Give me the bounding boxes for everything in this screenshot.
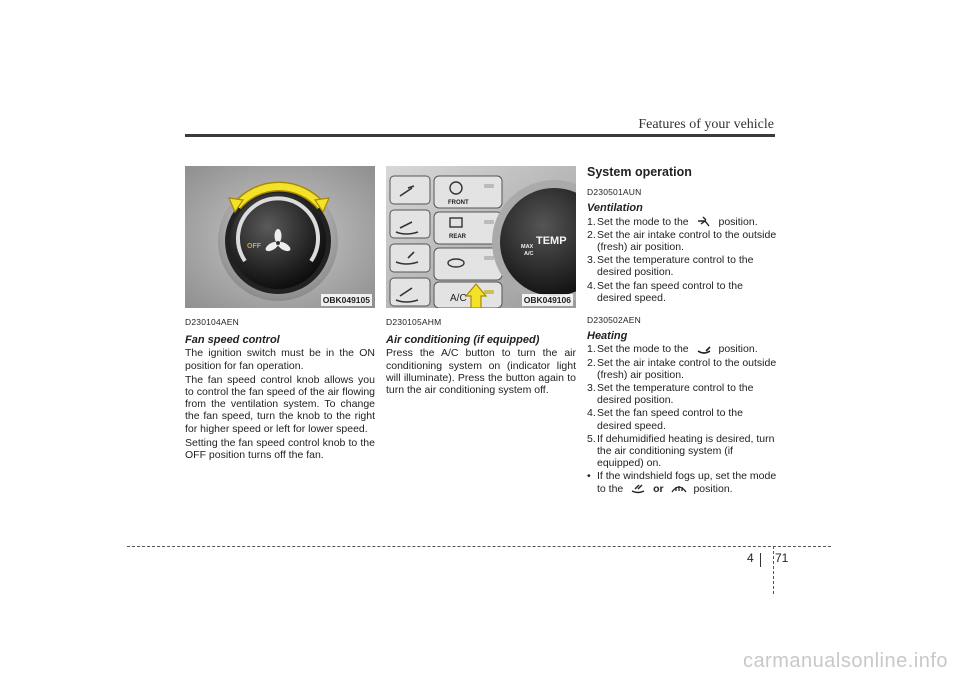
ac-panel-illustration <box>386 166 576 308</box>
subheading-fan-speed: Fan speed control <box>185 334 280 347</box>
paragraph: Setting the fan speed control knob to the OFF position turns off the fan. <box>185 436 375 462</box>
label-max: MAX <box>521 244 534 250</box>
list-item: 2.Set the air intake control to the outside (fresh) air position. <box>587 356 777 381</box>
paragraph: The fan speed control knob allows you to control the fan speed of the air flowing from the ventilation system. To change the fan speed, turn the knob to the right for higher speed or left for lower speed. <box>185 373 375 435</box>
label-rear: REAR <box>449 234 467 240</box>
list-item: 2.Set the air intake control to the outside (fresh) air position. <box>587 228 777 254</box>
column-fan-speed <box>185 166 375 463</box>
chapter-number: 4 <box>747 551 754 565</box>
footer-vertical-rule <box>773 546 774 594</box>
knob-off-label: OFF <box>247 243 261 250</box>
vent-mode-icon <box>695 216 713 227</box>
page-number-separator <box>760 553 761 567</box>
subheading-ventilation: Ventilation <box>587 202 643 215</box>
ac-indicator-light <box>484 290 494 294</box>
defrost-mode-icon <box>670 483 688 494</box>
fan-knob-illustration <box>185 166 375 308</box>
list-item: 4.Set the fan speed control to the desired speed. <box>587 279 743 304</box>
label-temp: TEMP <box>536 235 567 247</box>
floor-mode-icon <box>695 344 713 355</box>
page-number: 71 <box>775 551 789 565</box>
paragraph: Press the A/C button to turn the air conditioning system on (indicator light will illuminate). Press the button again to turn the air conditioning system off. <box>386 347 576 397</box>
watermark: carmanualsonline.info <box>742 650 948 672</box>
figure-label: OBK049106 <box>523 294 571 305</box>
subheading-air-conditioning: Air conditioning (if equipped) <box>386 334 540 347</box>
list-item: 3.Set the temperature control to the desired position. <box>587 254 754 279</box>
list-item: 4.Set the fan speed control to the desired speed. <box>587 407 743 432</box>
list-item: 3.Set the temperature control to the desired position. <box>587 382 754 407</box>
page-header-title: Features of your vehicle <box>638 117 774 132</box>
ventilation-steps <box>587 216 777 304</box>
section-title: System operation <box>587 165 692 179</box>
header-rule <box>185 134 775 137</box>
column-system-operation <box>587 166 777 495</box>
section-code: D230501AUN <box>587 187 642 198</box>
figure-label: OBK049105 <box>322 294 370 305</box>
list-item: 1.Set the mode to the position. <box>587 215 758 228</box>
label-max-ac: A/C <box>524 251 534 257</box>
ac-button-label: A/C <box>450 293 467 304</box>
subheading-heating: Heating <box>587 330 628 343</box>
column-air-conditioning <box>386 166 576 398</box>
label-front: FRONT <box>448 200 469 206</box>
list-item: 1.Set the mode to the position. <box>587 343 758 356</box>
floor-defrost-mode-icon <box>629 483 647 494</box>
footer-rule <box>127 546 831 547</box>
section-code: D230105AHM <box>386 317 442 327</box>
paragraph: The ignition switch must be in the ON position for fan operation. <box>185 347 375 372</box>
bullet-item: • If the windshield fogs up, set the mode to the or position. <box>587 470 777 495</box>
figure-fan-knob <box>185 166 375 308</box>
section-code: D230104AEN <box>185 317 239 327</box>
figure-ac-panel <box>386 166 576 308</box>
section-code: D230502AEN <box>587 315 641 326</box>
heating-steps <box>587 343 777 469</box>
list-item: 5.If dehumidified heating is desired, turn the air conditioning system (if equipped) on. <box>587 432 775 470</box>
